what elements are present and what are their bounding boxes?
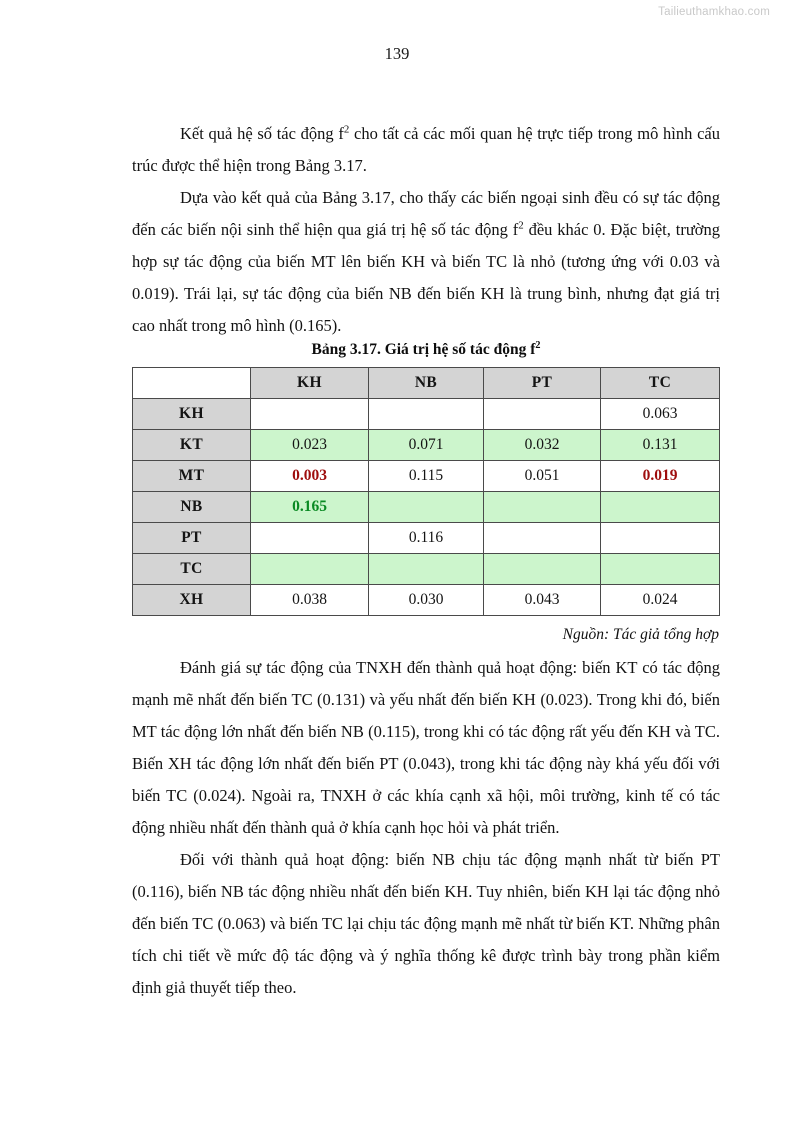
- cell-pt-nb: 0.116: [369, 523, 484, 554]
- row-header-kh: KH: [133, 399, 251, 430]
- cell-nb-tc: [601, 492, 720, 523]
- cell-kt-kh: 0.023: [251, 430, 369, 461]
- paragraph-intro: Kết quả hệ số tác động $f^2$ cho tất cả các mối quan hệ trực tiếp trong mô hình cấu trúc được thể hiện trong Bảng 3.17.: [132, 123, 720, 175]
- table-row: [133, 585, 720, 616]
- site-watermark: Tailieuthamkhao.com: [658, 6, 770, 18]
- cell-nb-nb: [369, 492, 484, 523]
- cell-mt-nb: 0.115: [369, 461, 484, 492]
- column-header-kh: KH: [251, 368, 369, 399]
- cell-xh-tc: 0.024: [601, 585, 720, 616]
- column-header-tc: TC: [601, 368, 720, 399]
- paragraph-analysis: Dựa vào kết quả của Bảng 3.17, cho thấy các biến ngoại sinh đều có sự tác động đến các biến nội sinh thể hiện qua giá trị hệ số tác động $f^2$ đều khác 0. Đặc biệt, trường hợp sự tác động của biến MT lên biến KH và biến TC là nhỏ (tương ứng với 0.03 và 0.019). Trái lại, sự tác động của biến NB đến biến KH là trung bình, nhưng đạt giá trị cao nhất trong mô hình (0.165).: [132, 188, 720, 335]
- table-row: [133, 399, 720, 430]
- column-header-nb: NB: [369, 368, 484, 399]
- page-number: 139: [384, 44, 410, 63]
- cell-kh-nb: [369, 399, 484, 430]
- cell-nb-kh: 0.165: [251, 492, 369, 523]
- table-caption-text: Bảng 3.17. Giá trị hệ số tác động f: [311, 341, 536, 358]
- cell-mt-tc: 0.019: [601, 461, 720, 492]
- cell-tc-tc: [601, 554, 720, 585]
- cell-xh-nb: 0.030: [369, 585, 484, 616]
- cell-xh-pt: 0.043: [484, 585, 601, 616]
- cell-pt-kh: [251, 523, 369, 554]
- superscript-two: 2: [343, 123, 350, 136]
- bottom-text-block: [132, 652, 720, 1004]
- cell-tc-pt: [484, 554, 601, 585]
- row-header-pt: PT: [133, 523, 251, 554]
- row-header-kt: KT: [133, 430, 251, 461]
- superscript-two: 2: [518, 219, 524, 232]
- cell-mt-pt: 0.051: [484, 461, 601, 492]
- row-header-mt: MT: [133, 461, 251, 492]
- cell-mt-kh: 0.003: [251, 461, 369, 492]
- table-caption: [132, 341, 720, 359]
- table-source-note: Nguồn: Tác giả tổng hợp: [562, 626, 719, 643]
- table-row: [133, 492, 720, 523]
- table-row: [133, 430, 720, 461]
- table-row: [133, 523, 720, 554]
- table-corner-cell: [133, 368, 251, 399]
- row-header-tc: TC: [133, 554, 251, 585]
- table-header-row: [133, 368, 720, 399]
- table-body: [133, 399, 720, 616]
- cell-kt-nb: 0.071: [369, 430, 484, 461]
- top-text-block: [132, 118, 720, 342]
- cell-kh-pt: [484, 399, 601, 430]
- paragraph-performance-outcome: Đối với thành quả hoạt động: biến NB chịu tác động mạnh nhất từ biến PT (0.116), biến NB tác động nhiều nhất đến biến KH. Tuy nhiên, biến KH lại tác động nhỏ đến biến TC (0.063) và biến TC lại chịu tác động mạnh mẽ nhất từ biến KT. Những phân tích chi tiết về mức độ tác động và ý nghĩa thống kê được trình bày trong phần kiểm định giả thuyết tiếp theo.: [132, 850, 720, 997]
- cell-kt-pt: 0.032: [484, 430, 601, 461]
- paragraph-tnxh-assessment: Đánh giá sự tác động của TNXH đến thành quả hoạt động: biến KT có tác động mạnh mẽ nhất đến biến TC (0.131) và yếu nhất đến biến KH (0.023). Trong khi đó, biến MT tác động lớn nhất đến biến NB (0.115), trong khi có tác động rất yếu đến KH và TC. Biến XH tác động lớn nhất đến biến PT (0.043), trong khi tác động này khá yếu đối với biến TC (0.024). Ngoài ra, TNXH ở các khía cạnh xã hội, môi trường, kinh tế có tác động nhiều nhất đến thành quả ở khía cạnh học hỏi và phát triển.: [132, 658, 720, 837]
- cell-kh-kh: [251, 399, 369, 430]
- superscript-two: 2: [535, 339, 541, 351]
- cell-nb-pt: [484, 492, 601, 523]
- table-row: [133, 554, 720, 585]
- cell-tc-kh: [251, 554, 369, 585]
- cell-tc-nb: [369, 554, 484, 585]
- cell-pt-pt: [484, 523, 601, 554]
- table-row: [133, 461, 720, 492]
- row-header-xh: XH: [133, 585, 251, 616]
- cell-kt-tc: 0.131: [601, 430, 720, 461]
- cell-kh-tc: 0.063: [601, 399, 720, 430]
- f2-effect-size-table: [132, 367, 720, 616]
- cell-xh-kh: 0.038: [251, 585, 369, 616]
- cell-pt-tc: [601, 523, 720, 554]
- column-header-pt: PT: [484, 368, 601, 399]
- f2-table-wrapper: [132, 367, 719, 616]
- row-header-nb: NB: [133, 492, 251, 523]
